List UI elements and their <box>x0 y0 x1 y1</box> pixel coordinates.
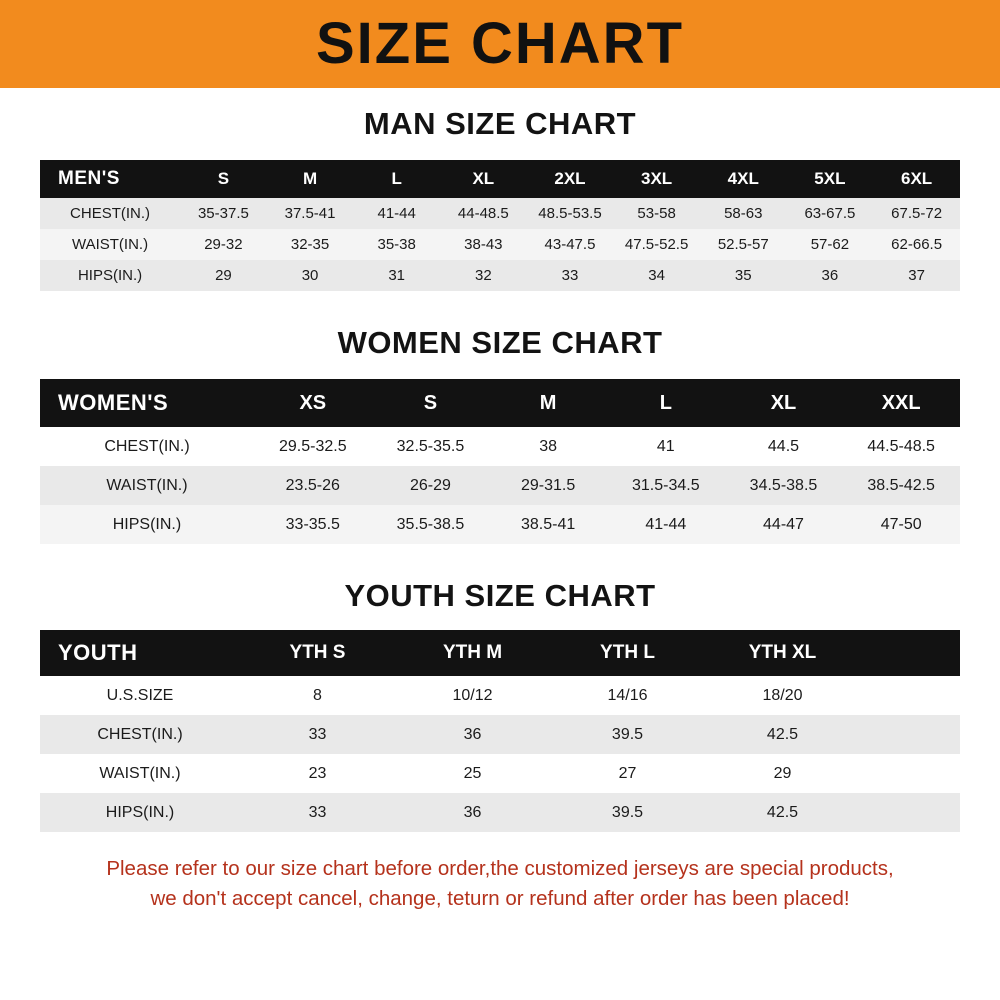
table-cell: 8 <box>240 676 395 715</box>
table-header-row <box>40 630 960 676</box>
table-cell: 35.5-38.5 <box>372 505 490 544</box>
table-cell: 33-35.5 <box>254 505 372 544</box>
table-header-cell: 6XL <box>873 160 960 198</box>
table-cell: 52.5-57 <box>700 229 787 260</box>
table-header-cell: MEN'S <box>40 160 180 198</box>
table-header-cell: M <box>267 160 354 198</box>
table-cell: 36 <box>395 793 550 832</box>
table-cell-spacer <box>860 676 960 715</box>
table-header-cell: 3XL <box>613 160 700 198</box>
table-header-cell: XXL <box>842 379 960 427</box>
table-cell: 38-43 <box>440 229 527 260</box>
table-row <box>40 793 960 832</box>
table-cell: 41 <box>607 427 725 466</box>
row-label: WAIST(IN.) <box>40 229 180 260</box>
table-cell: 62-66.5 <box>873 229 960 260</box>
table-row <box>40 754 960 793</box>
row-label: HIPS(IN.) <box>40 260 180 291</box>
table-header-cell: YTH XL <box>705 630 860 676</box>
table-header-row <box>40 160 960 198</box>
table-cell: 33 <box>240 793 395 832</box>
table-cell: 63-67.5 <box>787 198 874 229</box>
table-cell: 31.5-34.5 <box>607 466 725 505</box>
table-header-cell: 4XL <box>700 160 787 198</box>
table-cell: 38.5-42.5 <box>842 466 960 505</box>
table-cell: 30 <box>267 260 354 291</box>
row-label: HIPS(IN.) <box>40 793 240 832</box>
table-row <box>40 427 960 466</box>
table-cell: 44-47 <box>725 505 843 544</box>
table-cell: 67.5-72 <box>873 198 960 229</box>
table-header-cell: 5XL <box>787 160 874 198</box>
table-header-cell: YOUTH <box>40 630 240 676</box>
table-cell: 14/16 <box>550 676 705 715</box>
table-header-cell: WOMEN'S <box>40 379 254 427</box>
table-cell: 32.5-35.5 <box>372 427 490 466</box>
table-cell: 33 <box>240 715 395 754</box>
table-cell: 42.5 <box>705 793 860 832</box>
table-cell: 34.5-38.5 <box>725 466 843 505</box>
row-label: WAIST(IN.) <box>40 754 240 793</box>
women-size-table <box>40 379 960 544</box>
table-cell: 37 <box>873 260 960 291</box>
table-cell: 53-58 <box>613 198 700 229</box>
youth-size-table <box>40 630 960 832</box>
table-cell: 37.5-41 <box>267 198 354 229</box>
table-row <box>40 198 960 229</box>
row-label: CHEST(IN.) <box>40 427 254 466</box>
table-cell: 35-37.5 <box>180 198 267 229</box>
man-size-table <box>40 160 960 291</box>
row-label: WAIST(IN.) <box>40 466 254 505</box>
table-cell: 29.5-32.5 <box>254 427 372 466</box>
table-cell: 42.5 <box>705 715 860 754</box>
table-cell: 29 <box>180 260 267 291</box>
row-label: CHEST(IN.) <box>40 198 180 229</box>
table-cell: 36 <box>395 715 550 754</box>
table-cell: 48.5-53.5 <box>527 198 614 229</box>
table-header-cell: YTH M <box>395 630 550 676</box>
table-cell: 47-50 <box>842 505 960 544</box>
table-row <box>40 466 960 505</box>
youth-section-title: YOUTH SIZE CHART <box>344 578 656 613</box>
table-cell: 41-44 <box>353 198 440 229</box>
table-cell: 44-48.5 <box>440 198 527 229</box>
table-cell: 23.5-26 <box>254 466 372 505</box>
page-title: SIZE CHART <box>316 11 684 76</box>
man-section-title: MAN SIZE CHART <box>363 106 637 141</box>
table-cell: 25 <box>395 754 550 793</box>
table-cell: 34 <box>613 260 700 291</box>
table-cell: 35-38 <box>353 229 440 260</box>
table-cell: 27 <box>550 754 705 793</box>
table-row <box>40 505 960 544</box>
row-label: HIPS(IN.) <box>40 505 254 544</box>
table-cell: 39.5 <box>550 715 705 754</box>
women-size-section <box>0 325 1000 544</box>
table-cell: 26-29 <box>372 466 490 505</box>
table-cell: 31 <box>353 260 440 291</box>
row-label: CHEST(IN.) <box>40 715 240 754</box>
table-header-cell: L <box>353 160 440 198</box>
table-cell: 43-47.5 <box>527 229 614 260</box>
table-header-cell: XL <box>725 379 843 427</box>
table-cell: 41-44 <box>607 505 725 544</box>
table-header-spacer <box>860 630 960 676</box>
table-cell: 23 <box>240 754 395 793</box>
table-cell-spacer <box>860 754 960 793</box>
table-cell: 29 <box>705 754 860 793</box>
women-section-title: WOMEN SIZE CHART <box>337 325 663 360</box>
table-header-cell: XL <box>440 160 527 198</box>
table-header-cell: S <box>372 379 490 427</box>
youth-size-section <box>0 578 1000 832</box>
table-header-cell: 2XL <box>527 160 614 198</box>
table-header-cell: S <box>180 160 267 198</box>
table-cell-spacer <box>860 715 960 754</box>
table-cell: 36 <box>787 260 874 291</box>
table-cell-spacer <box>860 793 960 832</box>
page-banner <box>0 0 1000 88</box>
row-label: U.S.SIZE <box>40 676 240 715</box>
table-row <box>40 715 960 754</box>
table-cell: 29-31.5 <box>489 466 607 505</box>
man-size-section <box>0 106 1000 291</box>
table-cell: 29-32 <box>180 229 267 260</box>
table-cell: 44.5 <box>725 427 843 466</box>
table-row <box>40 260 960 291</box>
table-header-cell: L <box>607 379 725 427</box>
table-row <box>40 229 960 260</box>
table-header-cell: XS <box>254 379 372 427</box>
table-cell: 33 <box>527 260 614 291</box>
table-cell: 58-63 <box>700 198 787 229</box>
table-cell: 32 <box>440 260 527 291</box>
table-cell: 10/12 <box>395 676 550 715</box>
table-cell: 57-62 <box>787 229 874 260</box>
table-row <box>40 676 960 715</box>
table-header-cell: M <box>489 379 607 427</box>
table-header-cell: YTH S <box>240 630 395 676</box>
table-cell: 44.5-48.5 <box>842 427 960 466</box>
table-cell: 18/20 <box>705 676 860 715</box>
table-header-cell: YTH L <box>550 630 705 676</box>
footer-note-line-1: Please refer to our size chart before order,the customized jerseys are special products, <box>106 857 894 880</box>
footer-note <box>0 854 1000 913</box>
table-cell: 35 <box>700 260 787 291</box>
table-cell: 39.5 <box>550 793 705 832</box>
table-cell: 38 <box>489 427 607 466</box>
table-cell: 38.5-41 <box>489 505 607 544</box>
table-cell: 47.5-52.5 <box>613 229 700 260</box>
footer-note-line-2: we don't accept cancel, change, teturn or refund after order has been placed! <box>150 886 850 910</box>
table-cell: 32-35 <box>267 229 354 260</box>
table-header-row <box>40 379 960 427</box>
